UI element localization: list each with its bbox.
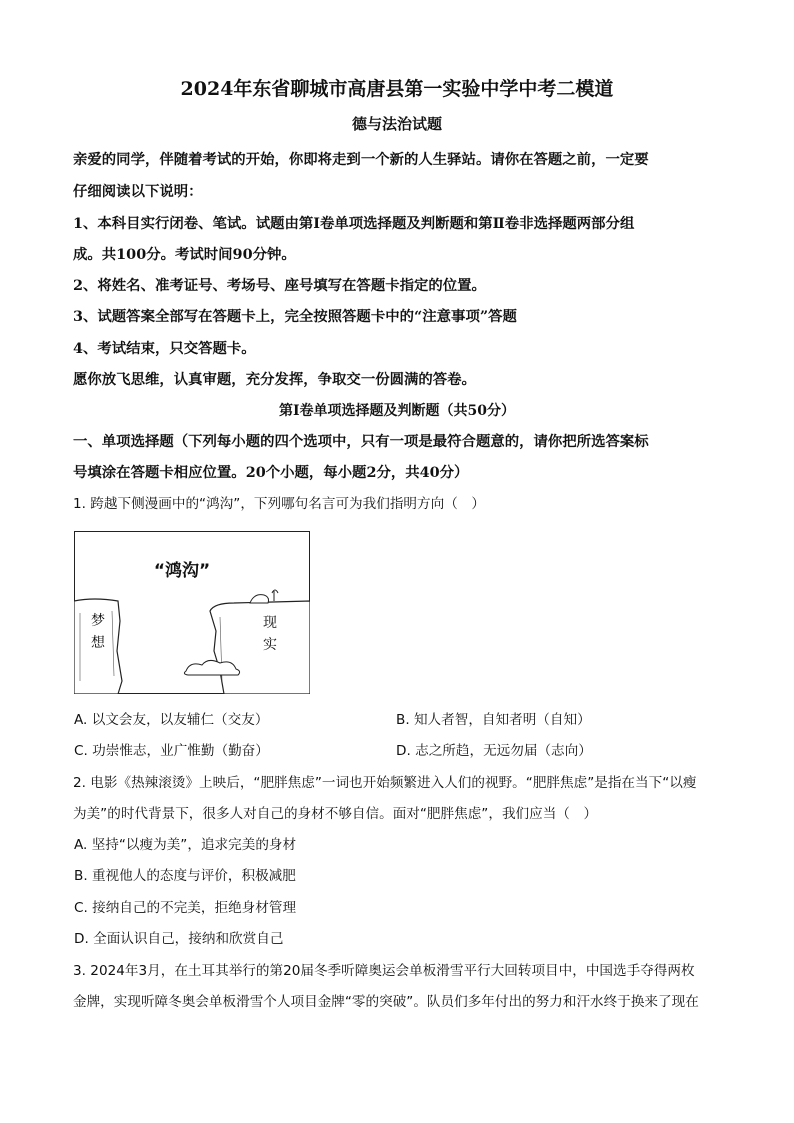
right-cliff-label-2: 实 [263, 637, 277, 653]
part-one-instructions: 一、单项选择题（下列每小题的四个选项中，只有一项是最符合题意的，请你把所选答案标 [73, 433, 649, 450]
intro-line: 成。共100分。考试时间90分钟。 [73, 246, 296, 263]
question-1-option-a: A. 以文会友，以友辅仁（交友） [74, 712, 269, 728]
question-1-option-d: D. 志之所趋，无远勿届（志向） [396, 743, 592, 759]
question-2-option-d: D. 全面认识自己，接纳和欣赏自己 [74, 931, 284, 947]
exam-subtitle: 德与法治试题 [351, 115, 442, 133]
question-3-stem: 金牌，实现听障冬奥会单板滑雪个人项目金牌“零的突破”。队员们多年付出的努力和汗水终于换来了现在 [73, 994, 699, 1010]
question-3-stem: 3. 2024年3月，在土耳其举行的第20届冬季听障奥运会单板滑雪平行大回转项目中，中国选手夺得两枚 [73, 963, 695, 979]
cartoon-caption: “鸿沟” [153, 561, 211, 581]
intro-line: 3、试题答案全部写在答题卡上，完全按照答题卡中的“注意事项”答题 [73, 308, 517, 325]
right-cliff [210, 601, 310, 694]
question-1-option-b: B. 知人者智，自知者明（自知） [396, 712, 591, 728]
intro-line: 4、考试结束，只交答题卡。 [73, 340, 256, 357]
intro-line: 仔细阅读以下说明： [73, 183, 203, 200]
question-2-option-a: A. 坚持“以瘦为美”，追求完美的身材 [74, 837, 297, 853]
right-cliff-label-1: 现 [263, 615, 277, 631]
left-cliff-label-2: 想 [91, 635, 105, 651]
intro-line: 愿你放飞思维，认真审题，充分发挥，争取交一份圆满的答卷。 [73, 371, 476, 388]
question-2-option-b: B. 重视他人的态度与评价，积极减肥 [74, 868, 296, 884]
gap-cartoon [74, 531, 310, 694]
intro-line: 亲爱的同学，伴随着考试的开始，你即将走到一个新的人生驿站。请你在答题之前，一定要 [73, 151, 649, 168]
intro-line: 2、将姓名、准考证号、考场号、座号填写在答题卡指定的位置。 [73, 277, 486, 294]
part-one-instructions: 号填涂在答题卡相应位置。20个小题，每小题2分，共40分） [73, 464, 469, 481]
question-1-stem: 1. 跨越下侧漫画中的“鸿沟”，下列哪句名言可为我们指明方向（ ） [73, 496, 485, 512]
exam-title: 2024年东省聊城市高唐县第一实验中学中考二模道 [180, 78, 614, 100]
question-2-stem: 2. 电影《热辣滚烫》上映后，“肥胖焦虑”一词也开始频繁进入人们的视野。“肥胖焦虑”是指在当下“以瘦 [73, 775, 697, 791]
question-2-stem: 为美”的时代背景下，很多人对自己的身材不够自信。面对“肥胖焦虑”，我们应当（ ） [73, 806, 598, 822]
question-1-option-c: C. 功崇惟志，业广惟勤（勤奋） [74, 743, 269, 759]
section-title: 第Ⅰ卷单项选择题及判断题（共50分） [278, 403, 516, 419]
intro-line: 1、本科目实行闭卷、笔试。试题由第Ⅰ卷单项选择题及判断题和第Ⅱ卷非选择题两部分组 [73, 215, 635, 232]
question-2-option-c: C. 接纳自己的不完美，拒绝身材管理 [74, 900, 297, 916]
left-cliff-label-1: 梦 [91, 613, 105, 629]
